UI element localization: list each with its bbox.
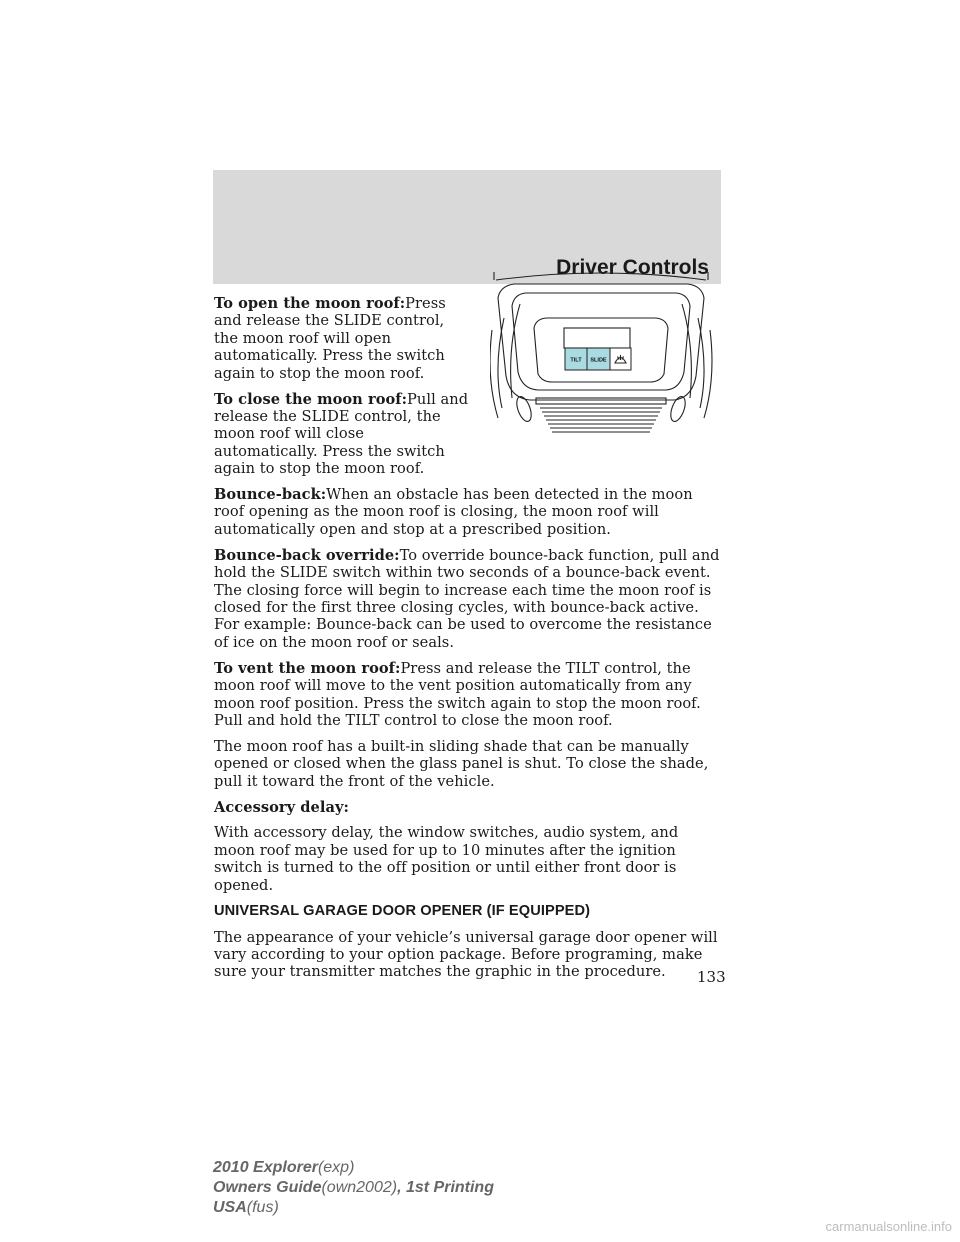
paragraph-text: When an obstacle has been detected in the moon roof opening as the moon roof is closing, the moon roof will automatically open and stop at a prescribed position.: [214, 486, 693, 538]
footer-model-code: (exp): [317, 1159, 355, 1176]
garage-door-opener-heading: UNIVERSAL GARAGE DOOR OPENER (IF EQUIPPED): [214, 902, 591, 919]
paragraph-label: To open the moon roof:: [214, 295, 406, 312]
paragraph-bounce-back-override: [214, 547, 722, 651]
page-body: [214, 295, 722, 989]
footer-line-market: [213, 1198, 494, 1218]
footer-printing: , 1st Printing: [397, 1179, 494, 1196]
footer-line-model: [213, 1158, 494, 1178]
footer-line-guide: [213, 1178, 494, 1198]
paragraph-bounce-back: [214, 486, 722, 538]
document-footer: [213, 1158, 494, 1218]
paragraph-label: Bounce-back override:: [214, 546, 400, 564]
heading-text: Accessory delay:: [214, 798, 349, 816]
accessory-delay-heading: [214, 799, 722, 816]
paragraph-open-moon-roof: [214, 295, 472, 382]
footer-guide: Owners Guide: [213, 1179, 322, 1196]
section-header-band: [213, 170, 721, 284]
paragraph-text: To override bounce-back function, pull and hold the SLIDE switch within two seconds of a bounce-back event. The closing force will begin to increase each time the moon roof is closed for the first three closing cycles, with bounce-back active. For example: Bounce-back can be used to overcome the resistance of ice on the moon roof or seals.: [214, 546, 720, 651]
watermark: carmanualsonline.info: [825, 1219, 952, 1234]
paragraph-vent-moon-roof: [214, 660, 722, 730]
section-title: Driver Controls: [556, 256, 709, 279]
page-number: 133: [697, 968, 726, 986]
paragraph-sliding-shade: The moon roof has a built-in sliding shade that can be manually opened or closed when the glass panel is shut. To close the shade, pull it toward the front of the vehicle.: [214, 737, 709, 790]
paragraph-label: Bounce-back:: [214, 486, 327, 504]
tilt-label: TILT: [570, 357, 582, 364]
paragraph-label: To close the moon roof:: [214, 390, 408, 408]
slide-label: SLIDE: [590, 357, 607, 364]
paragraph-label: To vent the moon roof:: [214, 659, 401, 677]
paragraph-close-moon-roof: [214, 391, 472, 478]
paragraph-accessory-delay: With accessory delay, the window switches, audio system, and moon roof may be used for up to 10 minutes after the ignition switch is turned to the off position or until either front door is opened.: [214, 824, 679, 894]
paragraph-text: Pull and release the SLIDE control, the moon roof will close automatically. Press the switch again to stop the moon roof.: [214, 390, 469, 478]
footer-market: USA: [213, 1199, 247, 1216]
footer-model: 2010 Explorer: [213, 1159, 318, 1176]
paragraph-garage-door-opener: The appearance of your vehicle’s universal garage door opener will vary according to your option package. Before programing, make sure your transmitter matches the graphic in the procedure.: [214, 928, 718, 981]
footer-guide-code: (own2002): [321, 1179, 398, 1196]
paragraph-text: Press and release the TILT control, the moon roof will move to the vent position automatically from any moon roof position. Press the switch again to stop the moon roof. Pull and hold the TILT control to close the moon roof.: [214, 659, 701, 729]
paragraph-text: Press and release the SLIDE control, the moon roof will open automatically. Press the switch again to stop the moon roof.: [214, 295, 446, 382]
footer-market-code: (fus): [246, 1199, 279, 1216]
